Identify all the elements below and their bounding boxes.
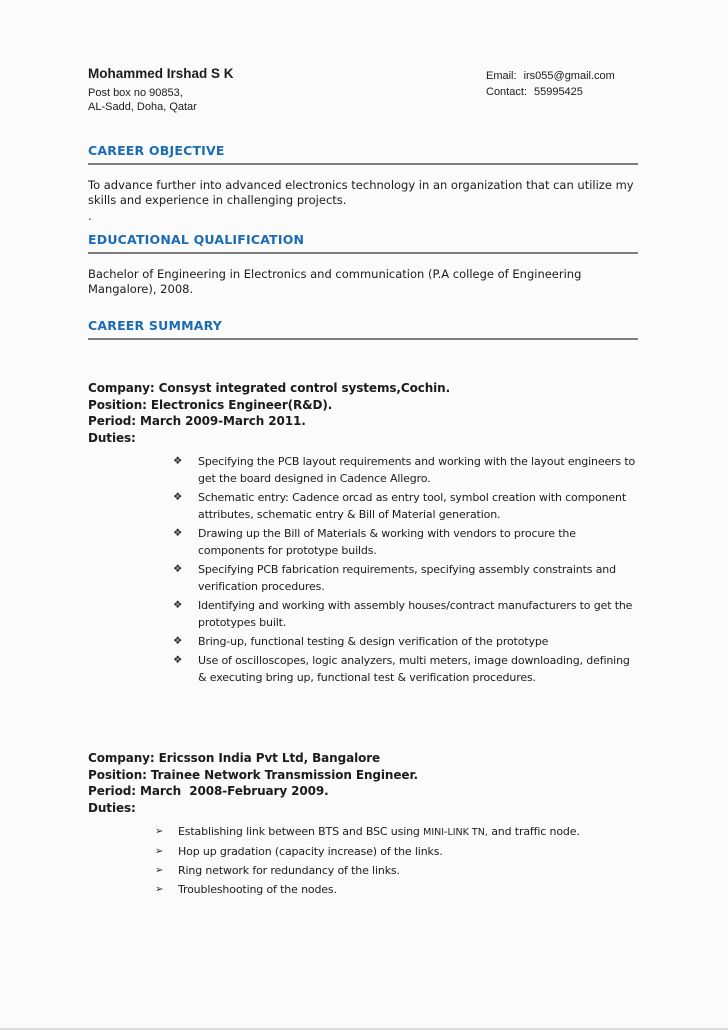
candidate-name: Mohammed Irshad S K	[88, 66, 234, 81]
diamond-bullet-icon: ❖	[173, 527, 183, 539]
duty-text-pre: Establishing link between BTS and BSC using	[178, 825, 424, 838]
duty-text: Specifying the PCB layout requirements and working with the layout engineers to get the board designed in Cadence Allegro.	[198, 455, 639, 485]
duty-item	[88, 823, 638, 841]
section-career-objective	[88, 144, 638, 223]
education-text: Bachelor of Engineering in Electronics and communication (P.A college of Engineering Mangalore), 2008.	[88, 267, 586, 296]
address-line-1: Post box no 90853,	[88, 87, 183, 99]
job-period: Period: March 2009-March 2011.	[88, 414, 306, 428]
duty-item	[88, 633, 638, 650]
diamond-bullet-icon: ❖	[173, 563, 183, 575]
duties-list	[88, 823, 638, 898]
header-identity	[88, 66, 234, 114]
job-position: Position: Electronics Engineer(R&D).	[88, 397, 333, 412]
section-divider	[88, 338, 638, 340]
duty-text: Bring-up, functional testing & design verification of the prototype	[198, 635, 549, 648]
duty-text: Specifying PCB fabrication requirements, specifying assembly constraints and verification procedures.	[198, 563, 620, 593]
contact-value: 55995425	[533, 86, 583, 98]
arrow-bullet-icon: ➢	[155, 826, 164, 837]
email-label: Email:	[486, 70, 517, 82]
duty-item	[88, 489, 638, 523]
header-contact	[486, 66, 638, 114]
educational-qualification-title: EDUCATIONAL QUALIFICATION	[88, 232, 305, 247]
job-company: Company: Consyst integrated control systems,Cochin.	[88, 381, 451, 395]
duties-list	[88, 453, 638, 686]
duty-item	[88, 561, 638, 595]
career-objective-text: To advance further into advanced electronics technology in an organization that can utilize my skills and experience in challenging projects.	[88, 178, 638, 207]
duty-item	[88, 652, 638, 686]
section-divider	[88, 163, 638, 165]
duty-text: Ring network for redundancy of the links.	[178, 864, 400, 877]
email-value: irs055@gmail.com	[523, 70, 615, 82]
duty-text: Hop up gradation (capacity increase) of the links.	[178, 845, 443, 858]
diamond-bullet-icon: ❖	[173, 635, 183, 647]
duty-text: Schematic entry: Cadence orcad as entry tool, symbol creation with component attributes, schematic entry & Bill of Material generation.	[198, 491, 630, 521]
section-career-summary	[88, 319, 638, 898]
duty-item	[88, 881, 638, 898]
duty-text-post: and traffic node.	[487, 825, 580, 838]
contact-row	[486, 84, 638, 100]
mini-link-tn-text: MINI-LINK TN,	[423, 827, 488, 838]
arrow-bullet-icon: ➢	[155, 865, 164, 876]
career-objective-title: CAREER OBJECTIVE	[88, 143, 225, 158]
diamond-bullet-icon: ❖	[173, 599, 183, 611]
duty-item	[88, 525, 638, 559]
diamond-bullet-icon: ❖	[173, 654, 183, 666]
duty-item	[88, 843, 638, 860]
job-duties-label: Duties:	[88, 800, 136, 815]
duty-item	[88, 597, 638, 631]
address-line-2: AL-Sadd, Doha, Qatar	[88, 101, 197, 113]
contact-label: Contact:	[486, 86, 527, 98]
email-row	[486, 68, 638, 84]
duty-item	[88, 453, 638, 487]
diamond-bullet-icon: ❖	[173, 491, 183, 503]
career-summary-title: CAREER SUMMARY	[88, 318, 223, 333]
arrow-bullet-icon: ➢	[155, 884, 164, 895]
arrow-bullet-icon: ➢	[155, 846, 164, 857]
duty-item	[88, 862, 638, 879]
duty-text: Use of oscilloscopes, logic analyzers, multi meters, image downloading, defining & executing bring up, functional test & verification procedures.	[198, 654, 640, 684]
job-entry-consyst	[88, 380, 638, 686]
duty-text: Troubleshooting of the nodes.	[178, 883, 337, 896]
header	[88, 66, 638, 114]
job-position: Position: Trainee Network Transmission Engineer.	[88, 767, 419, 782]
job-period: Period: March 2008-February 2009.	[88, 784, 329, 798]
job-company: Company: Ericsson India Pvt Ltd, Bangalore	[88, 751, 381, 765]
duty-text: Identifying and working with assembly houses/contract manufacturers to get the prototypes built.	[198, 599, 636, 629]
section-educational-qualification	[88, 233, 638, 297]
job-entry-ericsson	[88, 750, 638, 898]
job-duties-label: Duties:	[88, 430, 136, 445]
duty-text	[178, 823, 638, 841]
diamond-bullet-icon: ❖	[173, 455, 183, 467]
stray-period: .	[88, 209, 92, 223]
duty-text: Drawing up the Bill of Materials & working with vendors to procure the components for prototype builds.	[198, 527, 580, 557]
section-divider	[88, 252, 638, 254]
